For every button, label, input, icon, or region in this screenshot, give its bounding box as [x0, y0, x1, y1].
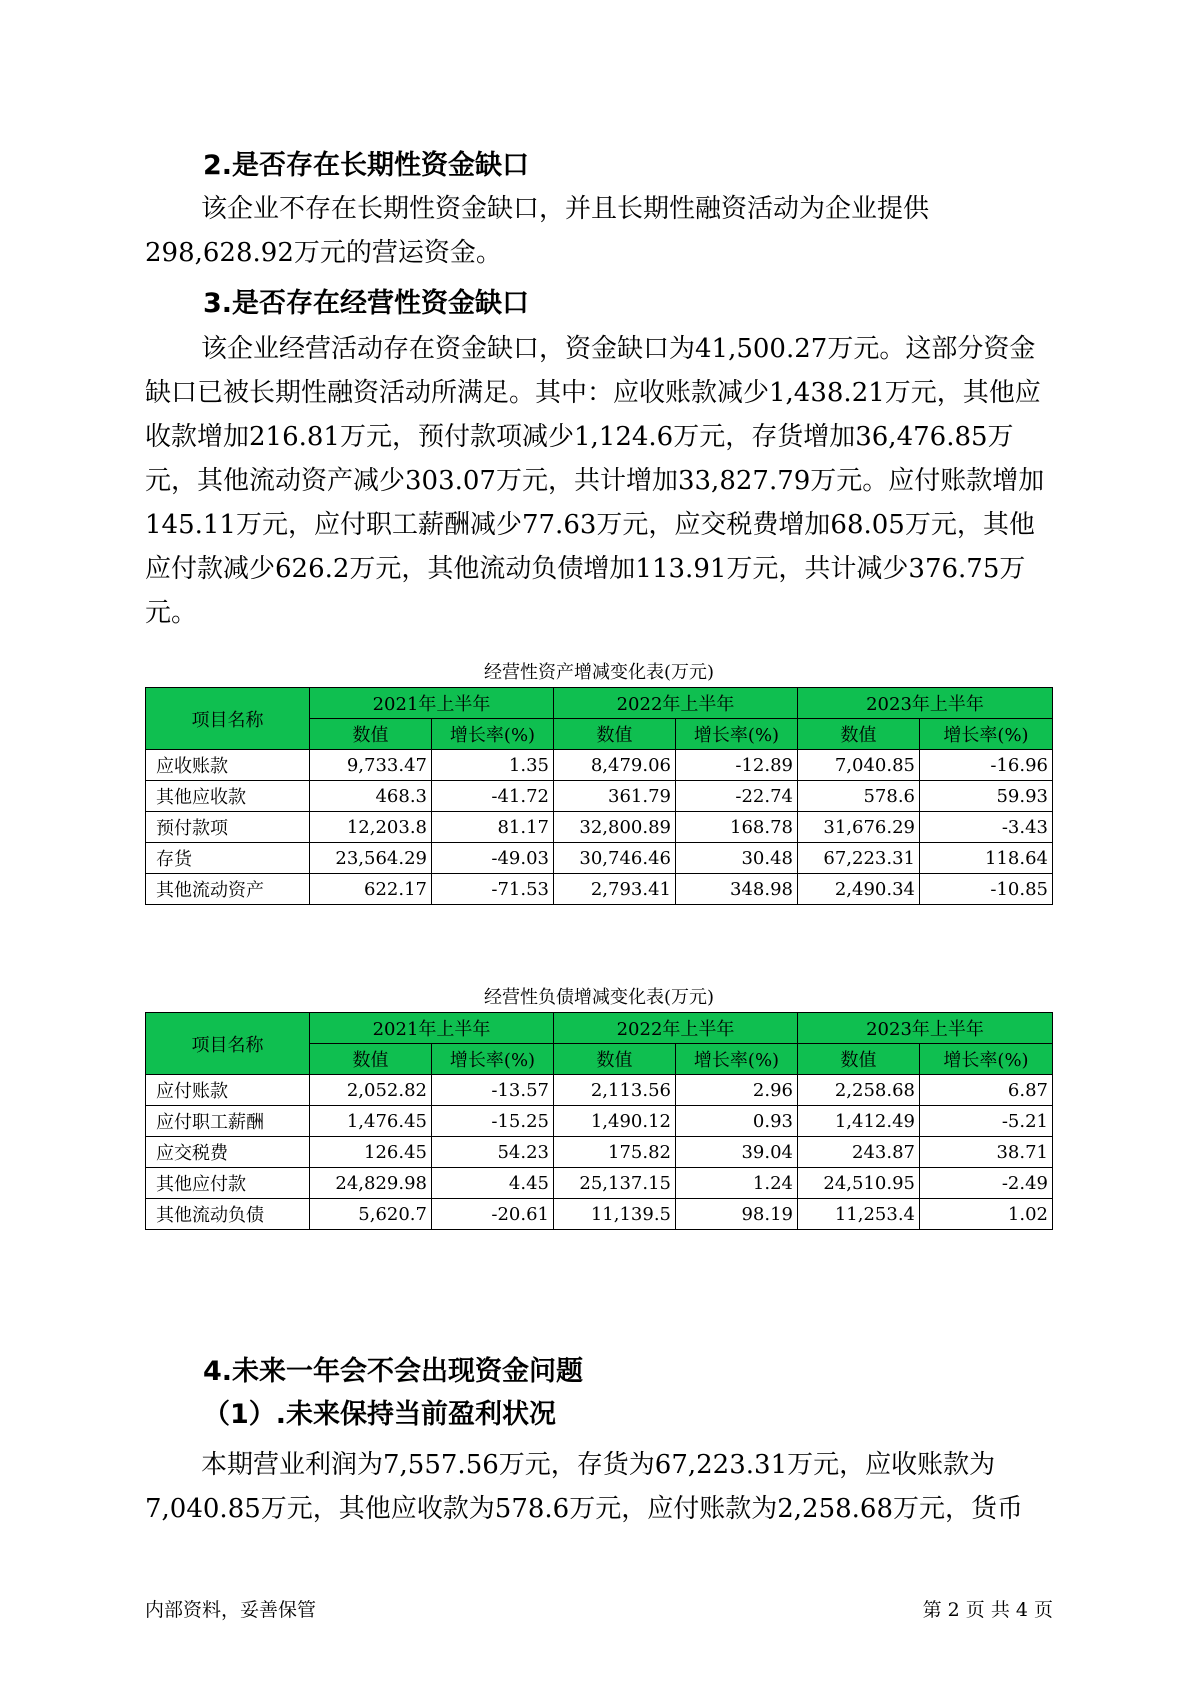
value-header: 数值: [554, 719, 676, 750]
growth-cell: 81.17: [432, 812, 554, 843]
growth-cell: 6.87: [920, 1075, 1053, 1106]
value-header: 数值: [554, 1044, 676, 1075]
growth-header: 增长率(%): [676, 1044, 798, 1075]
growth-header: 增长率(%): [432, 1044, 554, 1075]
growth-cell: 168.78: [676, 812, 798, 843]
table-row: [146, 874, 1053, 905]
item-name-header: 项目名称: [146, 688, 310, 750]
growth-header: 增长率(%): [676, 719, 798, 750]
value-cell: 622.17: [310, 874, 432, 905]
asset-table-caption: 经营性资产增减变化表(万元): [483, 662, 715, 683]
growth-cell: 39.04: [676, 1137, 798, 1168]
value-cell: 32,800.89: [554, 812, 676, 843]
table-row: [146, 1137, 1053, 1168]
table-row: [146, 843, 1053, 874]
value-header: 数值: [310, 719, 432, 750]
year-header: 2022年上半年: [554, 1013, 798, 1044]
value-cell: 1,476.45: [310, 1106, 432, 1137]
value-cell: 11,139.5: [554, 1199, 676, 1230]
year-header: 2021年上半年: [310, 688, 554, 719]
growth-cell: -20.61: [432, 1199, 554, 1230]
table-row: [146, 1106, 1053, 1137]
value-cell: 2,113.56: [554, 1075, 676, 1106]
growth-cell: -71.53: [432, 874, 554, 905]
value-cell: 24,829.98: [310, 1168, 432, 1199]
row-label: 其他流动负债: [146, 1199, 310, 1230]
row-label: 应付职工薪酬: [146, 1106, 310, 1137]
value-cell: 126.45: [310, 1137, 432, 1168]
growth-cell: -3.43: [920, 812, 1053, 843]
liability-table: [145, 1012, 1053, 1230]
growth-cell: -22.74: [676, 781, 798, 812]
value-cell: 67,223.31: [798, 843, 920, 874]
asset-table-body: [146, 750, 1053, 905]
growth-header: 增长率(%): [920, 1044, 1053, 1075]
table-row: [146, 750, 1053, 781]
growth-cell: 98.19: [676, 1199, 798, 1230]
value-cell: 23,564.29: [310, 843, 432, 874]
growth-cell: 59.93: [920, 781, 1053, 812]
footer-page-number: 第 2 页 共 4 页: [922, 1599, 1053, 1621]
growth-cell: 1.02: [920, 1199, 1053, 1230]
section-heading-3: 3.是否存在经营性资金缺口: [203, 288, 530, 319]
growth-cell: -12.89: [676, 750, 798, 781]
growth-cell: -5.21: [920, 1106, 1053, 1137]
value-cell: 25,137.15: [554, 1168, 676, 1199]
paragraph-profit-status: 本期营业利润为7,557.56万元，存货为67,223.31万元，应收账款为7,040.85万元，其他应收款为578.6万元，应付账款为2,258.68万元，货币: [145, 1450, 1023, 1524]
table-row: [146, 1168, 1053, 1199]
value-cell: 1,412.49: [798, 1106, 920, 1137]
paragraph-operating-gap: 该企业经营活动存在资金缺口，资金缺口为41,500.27万元。这部分资金缺口已被长期性融资活动所满足。其中：应收账款减少1,438.21万元，其他应收款增加216.81万元，预付款项减少1,124.6万元，存货增加36,476.85万元，其他流动资产减少303.07万元，共计增加33,827.79万元。应付账款增加145.11万元，应付职工薪酬减少77.63万元，应交税费增加68.05万元，其他应付款减少626.2万元，其他流动负债增加113.91万元，共计减少376.75万元。: [145, 334, 1045, 628]
growth-cell: 38.71: [920, 1137, 1053, 1168]
growth-cell: -49.03: [432, 843, 554, 874]
row-label: 其他应付款: [146, 1168, 310, 1199]
year-header: 2022年上半年: [554, 688, 798, 719]
growth-cell: -16.96: [920, 750, 1053, 781]
value-cell: 2,258.68: [798, 1075, 920, 1106]
value-header: 数值: [798, 1044, 920, 1075]
row-label: 其他应收款: [146, 781, 310, 812]
value-cell: 5,620.7: [310, 1199, 432, 1230]
value-cell: 1,490.12: [554, 1106, 676, 1137]
value-header: 数值: [310, 1044, 432, 1075]
value-cell: 8,479.06: [554, 750, 676, 781]
row-label: 预付款项: [146, 812, 310, 843]
table-row: [146, 812, 1053, 843]
growth-cell: -13.57: [432, 1075, 554, 1106]
growth-cell: 30.48: [676, 843, 798, 874]
growth-header: 增长率(%): [920, 719, 1053, 750]
row-label: 存货: [146, 843, 310, 874]
growth-cell: 348.98: [676, 874, 798, 905]
value-cell: 9,733.47: [310, 750, 432, 781]
value-cell: 7,040.85: [798, 750, 920, 781]
growth-cell: 1.24: [676, 1168, 798, 1199]
growth-cell: -10.85: [920, 874, 1053, 905]
item-name-header: 项目名称: [146, 1013, 310, 1075]
growth-header: 增长率(%): [432, 719, 554, 750]
paragraph-long-term-gap: 该企业不存在长期性资金缺口，并且长期性融资活动为企业提供298,628.92万元的营运资金。: [145, 194, 930, 268]
growth-cell: 118.64: [920, 843, 1053, 874]
value-cell: 11,253.4: [798, 1199, 920, 1230]
value-cell: 243.87: [798, 1137, 920, 1168]
growth-cell: 0.93: [676, 1106, 798, 1137]
row-label: 其他流动资产: [146, 874, 310, 905]
liability-table-body: [146, 1075, 1053, 1230]
table-row: [146, 781, 1053, 812]
section-heading-4: 4.未来一年会不会出现资金问题: [203, 1356, 584, 1387]
value-cell: 12,203.8: [310, 812, 432, 843]
value-cell: 2,793.41: [554, 874, 676, 905]
section-heading-2: 2.是否存在长期性资金缺口: [203, 150, 530, 181]
growth-cell: 2.96: [676, 1075, 798, 1106]
value-header: 数值: [798, 719, 920, 750]
value-cell: 578.6: [798, 781, 920, 812]
row-label: 应收账款: [146, 750, 310, 781]
year-header: 2023年上半年: [798, 688, 1053, 719]
value-cell: 31,676.29: [798, 812, 920, 843]
value-cell: 2,490.34: [798, 874, 920, 905]
growth-cell: -2.49: [920, 1168, 1053, 1199]
value-cell: 468.3: [310, 781, 432, 812]
value-cell: 2,052.82: [310, 1075, 432, 1106]
value-cell: 175.82: [554, 1137, 676, 1168]
value-cell: 361.79: [554, 781, 676, 812]
table-row: [146, 1199, 1053, 1230]
growth-cell: 54.23: [432, 1137, 554, 1168]
growth-cell: -15.25: [432, 1106, 554, 1137]
growth-cell: 1.35: [432, 750, 554, 781]
year-header: 2023年上半年: [798, 1013, 1053, 1044]
growth-cell: 4.45: [432, 1168, 554, 1199]
subsection-heading-4-1: （1）.未来保持当前盈利状况: [203, 1399, 557, 1430]
row-label: 应交税费: [146, 1137, 310, 1168]
liability-table-caption: 经营性负债增减变化表(万元): [483, 987, 715, 1008]
value-cell: 30,746.46: [554, 843, 676, 874]
table-row: [146, 1075, 1053, 1106]
growth-cell: -41.72: [432, 781, 554, 812]
value-cell: 24,510.95: [798, 1168, 920, 1199]
footer-confidential: 内部资料，妥善保管: [145, 1599, 317, 1621]
row-label: 应付账款: [146, 1075, 310, 1106]
year-header: 2021年上半年: [310, 1013, 554, 1044]
asset-table: [145, 687, 1053, 905]
